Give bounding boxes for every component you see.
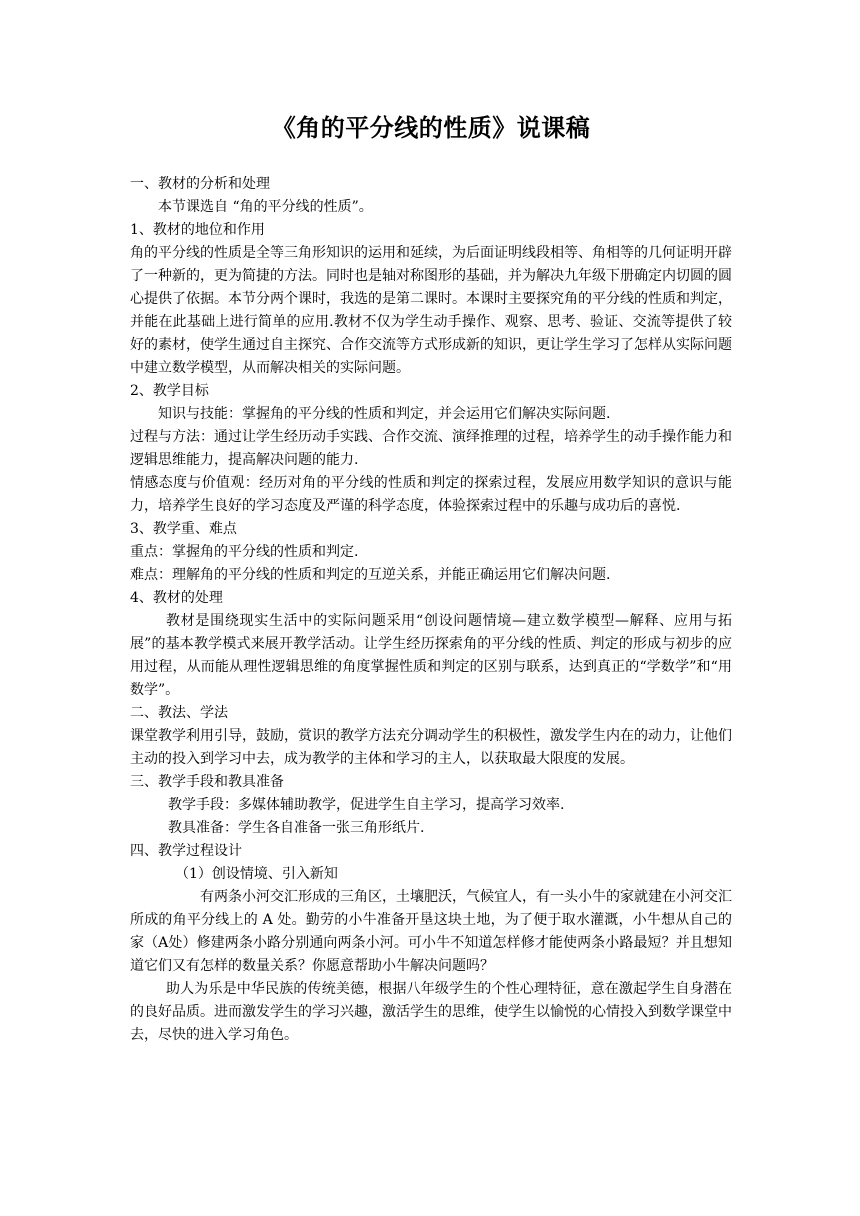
paragraph: （1）创设情境、引入新知 xyxy=(175,866,338,882)
paragraph: 过程与方法：通过让学生经历动手实践、合作交流、演绎推理的过程，培养学生的动手操作能力和逻辑思维能力，提高解决问题的能力. xyxy=(130,429,732,468)
paragraph: 重点：掌握角的平分线的性质和判定. xyxy=(130,544,359,560)
paragraph: 角的平分线的性质是全等三角形知识的运用和延续，为后面证明线段相等、角相等的几何证明开辟了一种新的，更为简捷的方法。同时也是轴对称图形的基础，并为解决九年级下册确定内切圆的圆心提供了依据。本节分两个课时，我选的是第二课时。本课时主要探究角的平分线的性质和判定，并能在此基础上进行简单的应用.教材不仅为学生动手操作、观察、思考、验证、交流等提供了较好的素材，使学生通过自主探究、合作交流等方式形成新的知识，更让学生学习了怎样从实际问题中建立数学模型，从而解决相关的实际问题。 xyxy=(130,245,732,376)
paragraph: 4、教材的处理 xyxy=(130,590,223,606)
paragraph: 1、教材的地位和作用 xyxy=(130,222,265,238)
paragraph: 四、教学过程设计 xyxy=(130,843,242,859)
paragraph: 三、教学手段和教具准备 xyxy=(130,774,284,790)
paragraph: 难点：理解角的平分线的性质和判定的互逆关系，并能正确运用它们解决问题. xyxy=(130,567,611,583)
paragraph: 教具准备：学生各自准备一张三角形纸片. xyxy=(168,820,425,836)
paragraph: 情感态度与价值观：经历对角的平分线的性质和判定的探索过程，发展应用数学知识的意识与能力，培养学生良好的学习态度及严谨的科学态度，体验探索过程中的乐趣与成功后的喜悦. xyxy=(130,475,732,514)
paragraph: 3、教学重、难点 xyxy=(130,521,237,537)
paragraph: 助人为乐是中华民族的传统美德，根据八年级学生的个性心理特征，意在激起学生自身潜在的良好品质。进而激发学生的学习兴趣，激活学生的思维，使学生以愉悦的心情投入到数学课堂中去，尽快的进入学习角色。 xyxy=(130,981,732,1043)
document-page xyxy=(130,108,732,1047)
paragraph: 二、教法、学法 xyxy=(130,705,228,721)
paragraph: 教材是围绕现实生活中的实际问题采用“创设问题情境—建立数学模型—解释、应用与拓展”的基本教学模式来展开教学活动。让学生经历探索角的平分线的性质、判定的形成与初步的应用过程，从而能从理性逻辑思维的角度掌握性质和判定的区别与联系，达到真正的“学数学”和“用数学”。 xyxy=(130,613,732,698)
paragraph: 课堂教学利用引导，鼓励，赏识的教学方法充分调动学生的积极性，激发学生内在的动力，让他们主动的投入到学习中去，成为教学的主体和学习的主人，以获取最大限度的发展。 xyxy=(130,728,732,767)
paragraph: 一、教材的分析和处理 xyxy=(130,176,270,192)
paragraph: 本节课选自 “角的平分线的性质”。 xyxy=(158,199,373,215)
paragraph: 有两条小河交汇形成的三角区，土壤肥沃，气候宜人，有一头小牛的家就建在小河交汇所成的角平分线上的 A 处。勤劳的小牛准备开垦这块土地，为了便于取水灌溉，小牛想从自己的家（A处）修建两条小路分别通向两条小河。可小牛不知道怎样修才能使两条小路最短？并且想知道它们又有怎样的数量关系？你愿意帮助小牛解决问题吗？ xyxy=(130,889,732,974)
document-title: 《角的平分线的性质》说课稿 xyxy=(271,113,591,142)
paragraph: 2、教学目标 xyxy=(130,383,209,399)
document-body xyxy=(130,173,732,1047)
paragraph: 教学手段：多媒体辅助教学，促进学生自主学习，提高学习效率. xyxy=(168,797,565,813)
paragraph: 知识与技能：掌握角的平分线的性质和判定，并会运用它们解决实际问题. xyxy=(158,406,611,422)
